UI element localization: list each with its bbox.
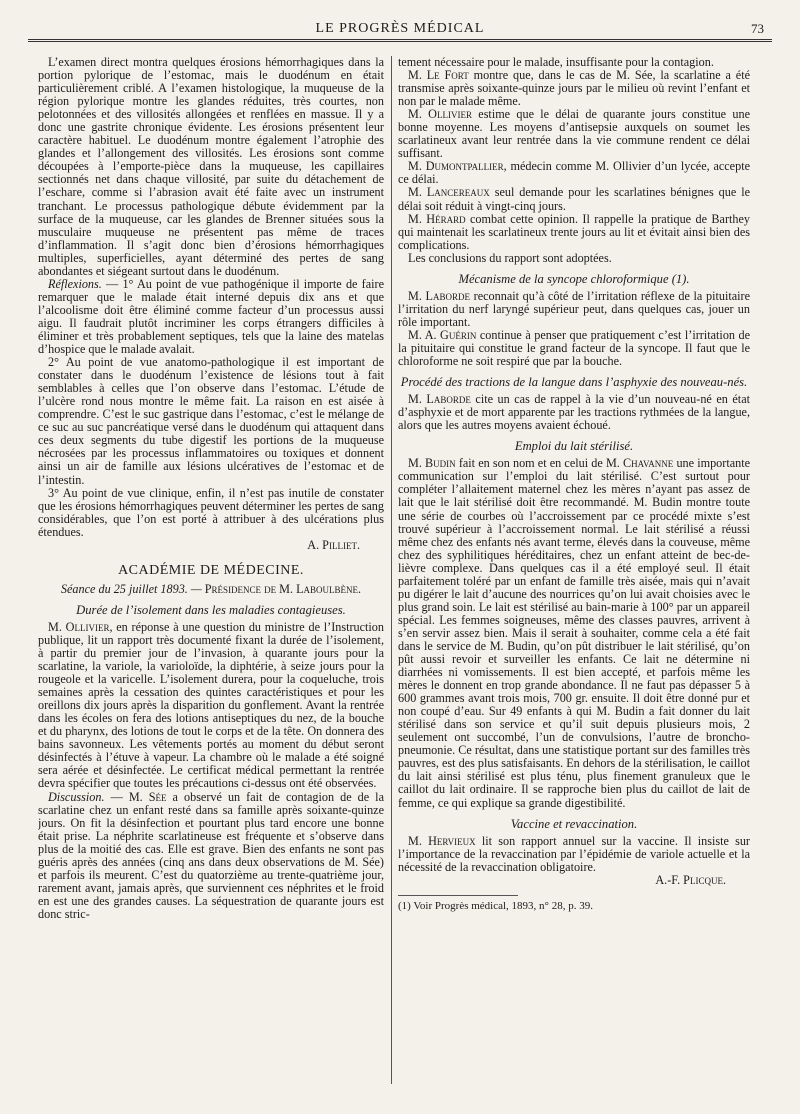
paragraph	[398, 160, 750, 186]
paragraph	[398, 329, 750, 368]
speaker-name: M. Budin	[408, 456, 456, 471]
paragraph	[398, 213, 750, 252]
paragraph: L’examen direct montra quelques érosions hémorrhagiques dans la portion pylorique de l’estomac, mais le duodénum en était particulièrement criblé. A l’examen histologique, la muqueuse de la région pylorique montre les glandes réduites, très courtes, non pelotonnées et des villosités allongées et renflées en massue. Il y a donc une gastrite chronique évidente. Les érosions présentent leur caractère habituel. Le duodénum montre également l’atrophie des glandes et l’allongement des villosités. Les érosions sont comme découpées à l’emporte-pièce dans la muqueuse, les capillaires sectionnés net dans chaque villosité, par suite du détachement de l’eschare, comme si l’abrasion avait été faite avec un instrument tranchant. Le processus pathologique débute évidemment par la surface de la muqueuse, car les glandes de Brenner situées sous la musculaire muqueuse ne présentent pas même de traces d’inflammation. Il s’agit donc bien d’érosions hémorrhagiques multiples, superficielles, ayant déterminé des pertes de sang abondantes et siégeant surtout dans le duodénum.	[38, 56, 384, 278]
paragraph: 2° Au point de vue anatomo-pathologique il est important de constater dans le duodénum l’existence de lésions tout à fait semblables à celles que l’on observe dans l’estomac. L’étude de l’ulcère rond nous montre le même fait. La raison en est aisée à comprendre. C’est le suc gastrique dans l’estomac, c’est le mélange de ce suc au suc pancréatique versé dans le duodénum qui attaquent dans ces deux segments du tube digestif les portions de la muqueuse nécrosées par les processus inflammatoires ou toxiques et donnent ainsi un air de famille aux lésions ulcératives de l’estomac et de l’intestin.	[38, 355, 384, 487]
page-number: 73	[751, 21, 764, 36]
paragraph-label: Discussion.	[48, 789, 105, 804]
speaker-name: — M. Sée	[104, 789, 167, 804]
speaker-name: M. A. Guérin	[408, 327, 477, 342]
paragraph	[38, 621, 384, 791]
presidency: Présidence de M. Laboulbène.	[204, 581, 362, 596]
paragraph-text: une importante communication sur l’emploi du lait stérilisé. C’est surtout pour compléter l’allaitement maternel chez les mères n’ayant pas assez de lait que le lait stérilisé doit être recommandé. M. Budin montre toute une série de courbes où l’accroissement par ce procédé mixte s’est trouvé supérieur à l’accroissement normal. Le lait stérilisé a réussi même chez des enfants nés avant terme, élevés dans la couveuse, même chez des syphilitiques héréditaires, chez un enfant atteint de bec-de-lièvre complexe. Dans quelques cas il a été employé seul. Il était parfaitement toléré par un enfant de famille très aisée, mais qui n’avait pu digérer le lait d’aucune des nourrices qu’on lui avait choisies avec le plus grand soin. Le lait est stérilisé au bain-marie à 100° par un appareil spécial. Les femmes soigneuses, même des classes pauvres, arrivent à s’en servir assez bien. Mais il serait à souhaiter, comme cela a été fait dans le service de M. Budin, qu’on pût distribuer le lait stérilisé, qu’on pût aussi revoir et surveiller les enfants. Ce lait ne détermine ni diarrhées ni vomissements. Il est bien accepté, et parfois même les mères le donnent en trop grande abondance. Il ne faut pas dépasser 5 à 600 grammes avant trois mois, 700 gr. ensuite. Il doit être donné pur et non coupé d’eau. Sur 49 enfants à qui M. Budin a fait donner du lait stérilisé dans son service et qu’il suit depuis plusieurs mois, 2 seulement ont succombé, l’un de convulsions, l’autre de broncho-pneumonie. Ce résultat, dans une statistique portant sur des familles très pauvres, est des plus satisfaisants. En dehors de la stérilisation, le caillot du lait ainsi stérilisé est plus ténu, plus finement granuleux que le caillot du lait ordinaire. Il se rapproche bien plus du caillot de lait de femme, ce qui explique sa grande digestibilité.	[398, 456, 750, 810]
paragraph	[398, 108, 750, 160]
subsection-title: Emploi du lait stérilisé.	[514, 439, 634, 454]
author-signature: A.-F. Plicque.	[655, 872, 726, 887]
paragraph	[398, 457, 750, 809]
left-column	[38, 56, 384, 1100]
page-header	[28, 16, 772, 42]
session-line	[38, 583, 384, 596]
paragraph-text: a observé un fait de contagion de de la scarlatine chez un enfant resté dans sa famille après soixante-quinze jours. On fit la désinfection et pourtant plus tard encore une bonne était prise. La néphrite scarlatineuse est fréquente et s’observe dans plus de la moitié des cas. Elle est grave. Bien des enfants ne sont pas guéris après des années (cinq ans dans deux observations de M. Sée) et parfois ils meurent. C’est du quatorzième au trente-quatrième jour, rarement avant, jamais après, que surviennent ces néphrites et le froid en est une des grandes causes. La séquestration de quarante jours est donc stric-	[38, 789, 384, 921]
paragraph-label: Réflexions.	[48, 276, 102, 291]
paragraph	[398, 290, 750, 329]
speaker-name: M. Chavanne	[605, 456, 674, 471]
paragraph-text: lit son rapport annuel sur la vaccine. Il insiste sur l’importance de la revaccination par l’épidémie de variole actuelle et la nécessité de la revaccination obligatoire.	[398, 833, 750, 874]
speaker-name: M. Le Fort	[408, 68, 469, 83]
paragraph	[398, 186, 750, 212]
speaker-name: M. Ollivier	[48, 619, 110, 634]
paragraph-text: combat cette opinion. Il rappelle la pratique de Barthey qui maintenait les scarlatineux trente jours au lit et évitait ainsi bien des complications.	[398, 211, 750, 252]
paragraph-text: estime que le délai de quarante jours constitue une bonne moyenne. Les moyens d’antisepsie auxquels on soumet les scarlatineux avant leur rentrée dans la vie commune rendent ce délai suffisant.	[398, 107, 750, 161]
speaker-name: M. Dumontpallier	[408, 159, 504, 174]
speaker-name: M. Ollivier	[408, 107, 472, 122]
paragraph	[38, 278, 384, 356]
column-divider	[391, 56, 392, 1084]
paragraph: Les conclusions du rapport sont adoptées.	[408, 250, 612, 265]
paragraph-text: seul demande pour les scarlatines bénignes que le délai soit réduit à vingt-cinq jours.	[398, 185, 750, 213]
paragraph: tement nécessaire pour le malade, insuffisante pour la contagion.	[398, 56, 714, 69]
speaker-name: M. Laborde	[408, 288, 470, 303]
footnote: (1) Voir Progrès médical, 1893, n° 28, p. 39.	[398, 899, 593, 912]
paragraph-text: — 1° Au point de vue pathogénique il importe de faire remarquer que le malade était interné depuis dix ans et que l’alcoolisme doit être éliminé comme facteur d’un processus aussi aigu. Il faudrait plutôt incriminer les corps étrangers difficiles à éliminer et très probablement septiques, tels que la laine des matelas d’hospice que le malade avalait.	[38, 276, 384, 357]
paragraph-text: , médecin comme M. Ollivier d’un lycée, accepte ce délai.	[398, 159, 750, 187]
section-title: ACADÉMIE DE MÉDECINE.	[118, 562, 304, 578]
paragraph-text: fait en son nom et en celui de	[455, 456, 606, 471]
paragraph-text: continue à penser que pratiquement c’est l’irritation de la pituitaire qui constitue le grand facteur de la syncope. Il faut que le chloroforme ne soit respiré que par la bouche.	[398, 327, 750, 369]
speaker-name: M. Hérard	[408, 211, 466, 226]
subsection-title: Procédé des tractions de la langue dans l’asphyxie des nouveau-nés.	[400, 375, 748, 390]
paragraph	[398, 835, 750, 874]
author-signature: A. Pilliet.	[307, 537, 360, 552]
paragraph-text: , en réponse à une question du ministre de l’Instruction publique, lit un rapport très documenté fixant la durée de l’isolement, à partir du premier jour de l’invasion, à quarante jours pour la scarlatine, la variole, la varioloïde, la diphtérie, à seize jours pour la rougeole et la varicelle. L’isolement durera, pour la coqueluche, trois semaines après la cessation des quintes caractéristiques et pour les oreillons dix jours après la disparition du gonflement. Avant la rentrée dans les écoles on fera des lotions antiseptiques du nez, de la bouche et du pharynx, des lotions de tout le corps et de la tête. On donnera des bains savonneux. Les vêtements portés au moment du début seront désinfectés à l’étuve à vapeur. La chambre où le malade a été soigné sera aérée et désinfectée. Le certificat médical permettant la rentrée devra spécifier que toutes les précautions ci-dessus ont été observées.	[38, 619, 384, 791]
footnote-rule	[398, 895, 518, 896]
paragraph	[398, 393, 750, 432]
paragraph-text: montre que, dans le cas de M. Sée, la scarlatine a été transmise après soixante-quinze jours par le milieu où revint l’enfant et non par le malade même.	[398, 68, 750, 109]
subsection-title: Mécanisme de la syncope chloroformique (1).	[458, 271, 690, 286]
session-date: Séance du 25 juillet 1893. —	[60, 581, 205, 596]
speaker-name: M. Hervieux	[408, 833, 476, 848]
subsection-title: Vaccine et revaccination.	[510, 816, 638, 831]
paragraph	[398, 69, 750, 108]
paragraph	[38, 791, 384, 921]
paragraph-text: reconnait qu’à côté de l’irritation réflexe de la pituitaire l’irritation du nerf laryngé supérieur peut, dans quelques cas, jouer un rôle important.	[398, 288, 750, 329]
speaker-name: M. Laborde	[408, 392, 471, 407]
running-title: LE PROGRÈS MÉDICAL	[315, 21, 485, 36]
speaker-name: M. Lancereaux	[408, 185, 490, 200]
paragraph-text: cite un cas de rappel à la vie d’un nouveau-né en état d’asphyxie et de mort apparente par les tractions rythmées de la langue, alors que les autres moyens avaient échoué.	[398, 392, 750, 433]
subsection-title: Durée de l’isolement dans les maladies contagieuses.	[76, 602, 346, 617]
right-column	[398, 56, 750, 1100]
paragraph: 3° Au point de vue clinique, enfin, il n’est pas inutile de constater que les érosions hémorrhagiques peuvent déterminer les pertes de sang considérables, que l’on est porté à attribuer à des ulcérations plus étendues.	[38, 485, 384, 539]
